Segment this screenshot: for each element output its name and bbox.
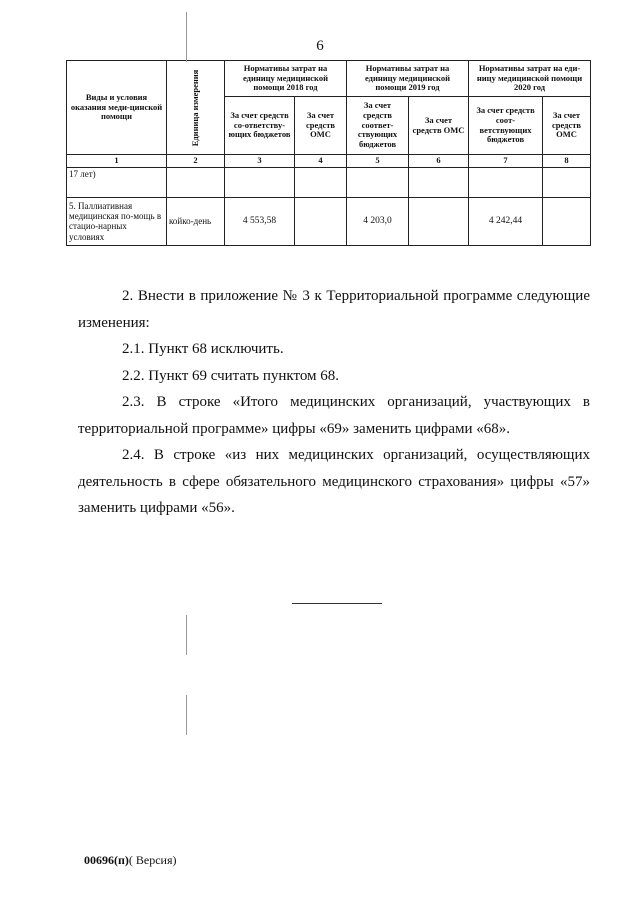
scan-artifact-line — [186, 695, 187, 735]
header-2020: Нормативы затрат на еди-ницу медицинской помощи 2020 год — [469, 61, 591, 97]
header-oms-2019: За счет средств ОМС — [409, 97, 469, 155]
row-oms-2018 — [295, 197, 347, 245]
amendment-text — [78, 283, 590, 522]
header-unit-label: Единица измерения — [189, 69, 200, 146]
scan-artifact-line — [186, 615, 187, 655]
row-care-type: 17 лет) — [67, 167, 167, 197]
row-oms-2020 — [543, 197, 591, 245]
row-care-type: 5. Паллиативная медицинская по-мощь в стацио-нарных условиях — [67, 197, 167, 245]
paragraph-2-3: 2.3. В строке «Итого медицинских организаций, участвующих в территориальной программе» цифры «69» заменить цифрами «68». — [78, 394, 590, 437]
row-oms-2019 — [409, 197, 469, 245]
header-2018: Нормативы затрат на единицу медицинской помощи 2018 год — [225, 61, 347, 97]
column-number: 5 — [347, 155, 409, 168]
row-unit: койко-день — [167, 197, 225, 245]
closing-divider — [292, 603, 382, 604]
row-oms-2018 — [295, 167, 347, 197]
page-number: 6 — [316, 38, 324, 54]
scan-artifact-line — [186, 12, 187, 62]
header-oms-2018: За счет средств ОМС — [295, 97, 347, 155]
column-number: 7 — [469, 155, 543, 168]
row-budget-2020 — [469, 167, 543, 197]
normative-costs-table — [66, 60, 591, 246]
header-budget-2019: За счет средств соответ-ствующих бюджетов — [347, 97, 409, 155]
column-number: 6 — [409, 155, 469, 168]
document-version: ( Версия) — [128, 853, 177, 867]
paragraph-2-4: 2.4. В строке «из них медицинских организаций, осуществляющих деятельность в сфере обязательного медицинского страхования» цифры «57» заменить цифрами «56». — [78, 447, 590, 516]
row-budget-2018: 4 553,58 — [225, 197, 295, 245]
paragraph-2: 2. Внести в приложение № 3 к Территориальной программе следующие изменения: — [78, 288, 590, 331]
document-footer — [84, 853, 177, 868]
document-code: 00696(п) — [84, 853, 129, 867]
column-number: 4 — [295, 155, 347, 168]
row-budget-2019 — [347, 167, 409, 197]
header-budget-2020: За счет средств соот-ветствующих бюджетов — [469, 97, 543, 155]
header-oms-2020: За счет средств ОМС — [543, 97, 591, 155]
column-number: 8 — [543, 155, 591, 168]
table-row — [67, 167, 591, 197]
column-number: 3 — [225, 155, 295, 168]
header-budget-2018: За счет средств со-ответству-ющих бюджетов — [225, 97, 295, 155]
row-unit — [167, 167, 225, 197]
paragraph-2-2: 2.2. Пункт 69 считать пунктом 68. — [122, 367, 340, 384]
column-number-row — [67, 155, 591, 168]
header-care-type: Виды и условия оказания меди-цинской помощи — [67, 61, 167, 155]
table-row — [67, 197, 591, 245]
row-oms-2019 — [409, 167, 469, 197]
row-budget-2018 — [225, 167, 295, 197]
paragraph-2-1: 2.1. Пункт 68 исключить. — [122, 341, 284, 357]
header-unit — [167, 61, 225, 155]
column-number: 1 — [67, 155, 167, 168]
row-budget-2020: 4 242,44 — [469, 197, 543, 245]
row-oms-2020 — [543, 167, 591, 197]
column-number: 2 — [167, 155, 225, 168]
header-2019: Нормативы затрат на единицу медицинской помощи 2019 год — [347, 61, 469, 97]
row-budget-2019: 4 203,0 — [347, 197, 409, 245]
